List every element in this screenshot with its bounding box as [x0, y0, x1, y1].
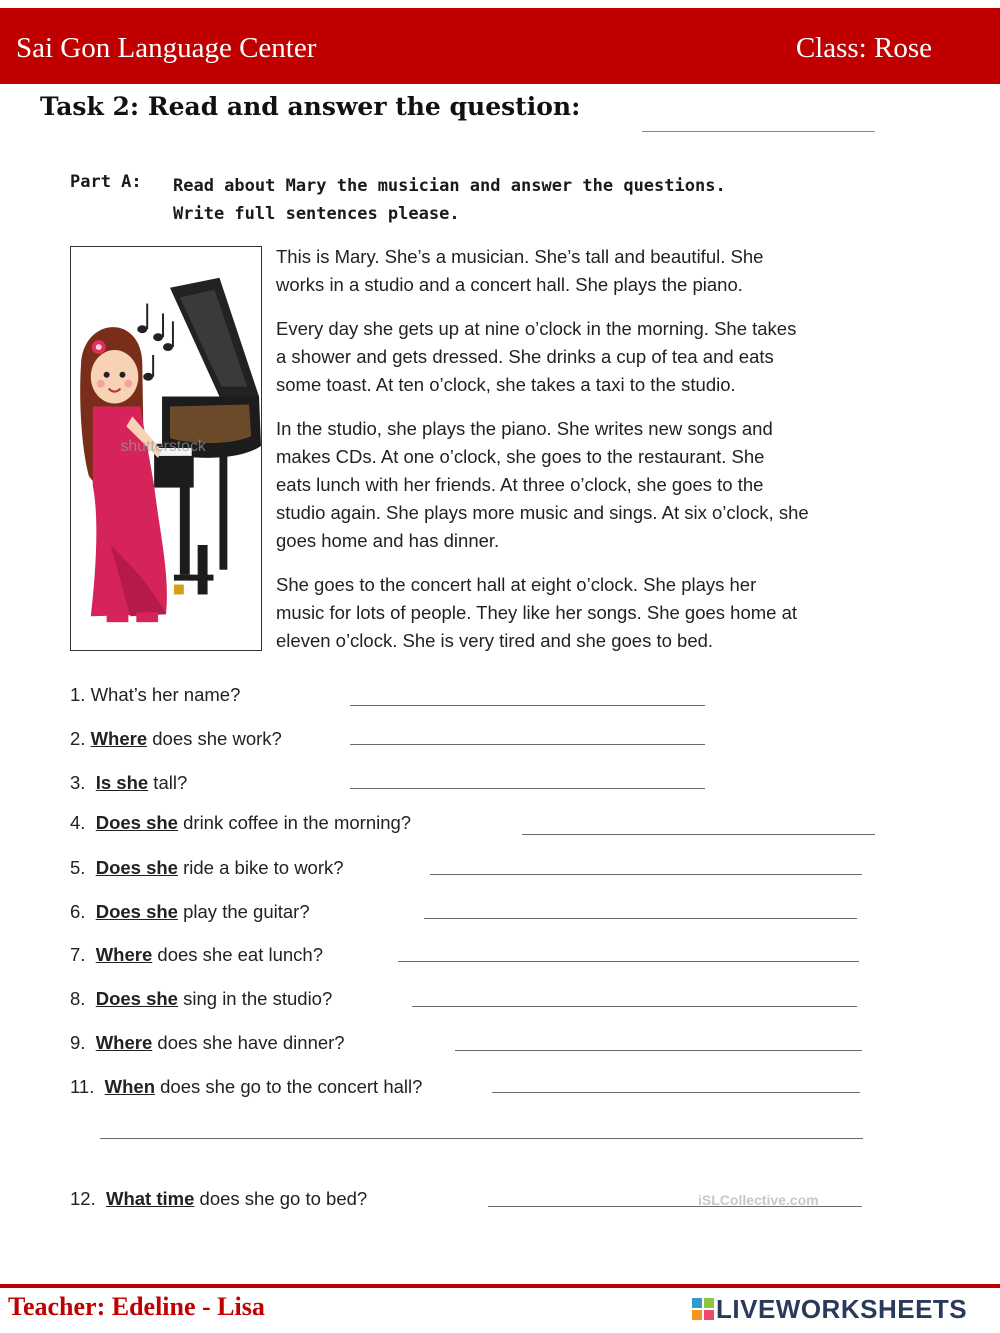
question-4: 4. Does she drink coffee in the morning? [70, 812, 412, 833]
passage-line: works in a studio and a concert hall. She plays the piano. [276, 274, 743, 295]
passage-line: a shower and gets dressed. She drinks a cup of tea and eats [276, 346, 774, 367]
task-answer-line[interactable] [642, 131, 875, 132]
question-2: 2. Where does she work? [70, 728, 282, 749]
school-name: Sai Gon Language Center [16, 32, 317, 64]
question-6: 6. Does she play the guitar? [70, 901, 310, 922]
task-title: Task 2: Read and answer the question: [40, 92, 581, 121]
answer-line-5[interactable] [430, 874, 862, 875]
question-12: 12. What time does she go to bed? [70, 1188, 368, 1209]
girl-playing-piano-icon [71, 247, 261, 650]
question-8: 8. Does she sing in the studio? [70, 988, 333, 1009]
passage-paragraph [276, 315, 876, 399]
header-bar [0, 8, 1000, 84]
passage-line: music for lots of people. They like her songs. She goes home at [276, 602, 798, 623]
music-notes-icon [137, 304, 174, 381]
reading-passage [276, 243, 876, 671]
liveworksheets-brand[interactable] [692, 1295, 967, 1323]
instruction-line: Write full sentences please. [173, 204, 460, 224]
liveworksheets-logo-icon [692, 1298, 714, 1320]
question-3: 3. Is she tall? [70, 772, 188, 793]
teacher-name: Teacher: Edeline - Lisa [8, 1292, 265, 1321]
footer-rule [0, 1284, 1000, 1288]
passage-line: some toast. At ten o’clock, she takes a taxi to the studio. [276, 374, 736, 395]
passage-line: In the studio, she plays the piano. She writes new songs and [276, 418, 773, 439]
answer-line-11-extra[interactable] [100, 1138, 863, 1139]
passage-paragraph [276, 415, 876, 555]
passage-line: Every day she gets up at nine o’clock in the morning. She takes [276, 318, 797, 339]
passage-line: She goes to the concert hall at eight o’clock. She plays her [276, 574, 757, 595]
answer-line-9[interactable] [455, 1050, 862, 1051]
passage-line: This is Mary. She’s a musician. She’s tall and beautiful. She [276, 246, 764, 267]
brand-name: LIVEWORKSHEETS [716, 1293, 968, 1324]
passage-paragraph [276, 571, 876, 655]
svg-text:shutterstock: shutterstock [120, 437, 206, 455]
passage-line: goes home and has dinner. [276, 530, 500, 551]
answer-line-11[interactable] [492, 1092, 860, 1093]
passage-line: makes CDs. At one o’clock, she goes to the restaurant. She [276, 446, 765, 467]
part-label: Part A: [70, 172, 142, 192]
answer-line-4[interactable] [522, 834, 875, 835]
answer-line-8[interactable] [412, 1006, 857, 1007]
question-1: 1. What’s her name? [70, 684, 241, 705]
question-11: 11. When does she go to the concert hall? [70, 1076, 423, 1097]
answer-line-3[interactable] [350, 788, 705, 789]
class-label: Class: Rose [795, 32, 932, 64]
part-instructions [173, 172, 726, 228]
musician-illustration [70, 246, 262, 651]
question-7: 7. Where does she eat lunch? [70, 944, 324, 965]
passage-line: eats lunch with her friends. At three o’clock, she goes to the [276, 474, 764, 495]
answer-line-6[interactable] [424, 918, 857, 919]
answer-line-7[interactable] [398, 961, 859, 962]
passage-paragraph [276, 243, 876, 299]
question-5: 5. Does she ride a bike to work? [70, 857, 344, 878]
question-9: 9. Where does she have dinner? [70, 1032, 345, 1053]
islcollective-watermark: iSLCollective.com [698, 1192, 819, 1208]
instruction-line: Read about Mary the musician and answer the questions. [173, 176, 726, 196]
passage-line: studio again. She plays more music and sings. At six o’clock, she [276, 502, 809, 523]
answer-line-2[interactable] [350, 744, 705, 745]
passage-line: eleven o’clock. She is very tired and she goes to bed. [276, 630, 714, 651]
answer-line-1[interactable] [350, 705, 705, 706]
